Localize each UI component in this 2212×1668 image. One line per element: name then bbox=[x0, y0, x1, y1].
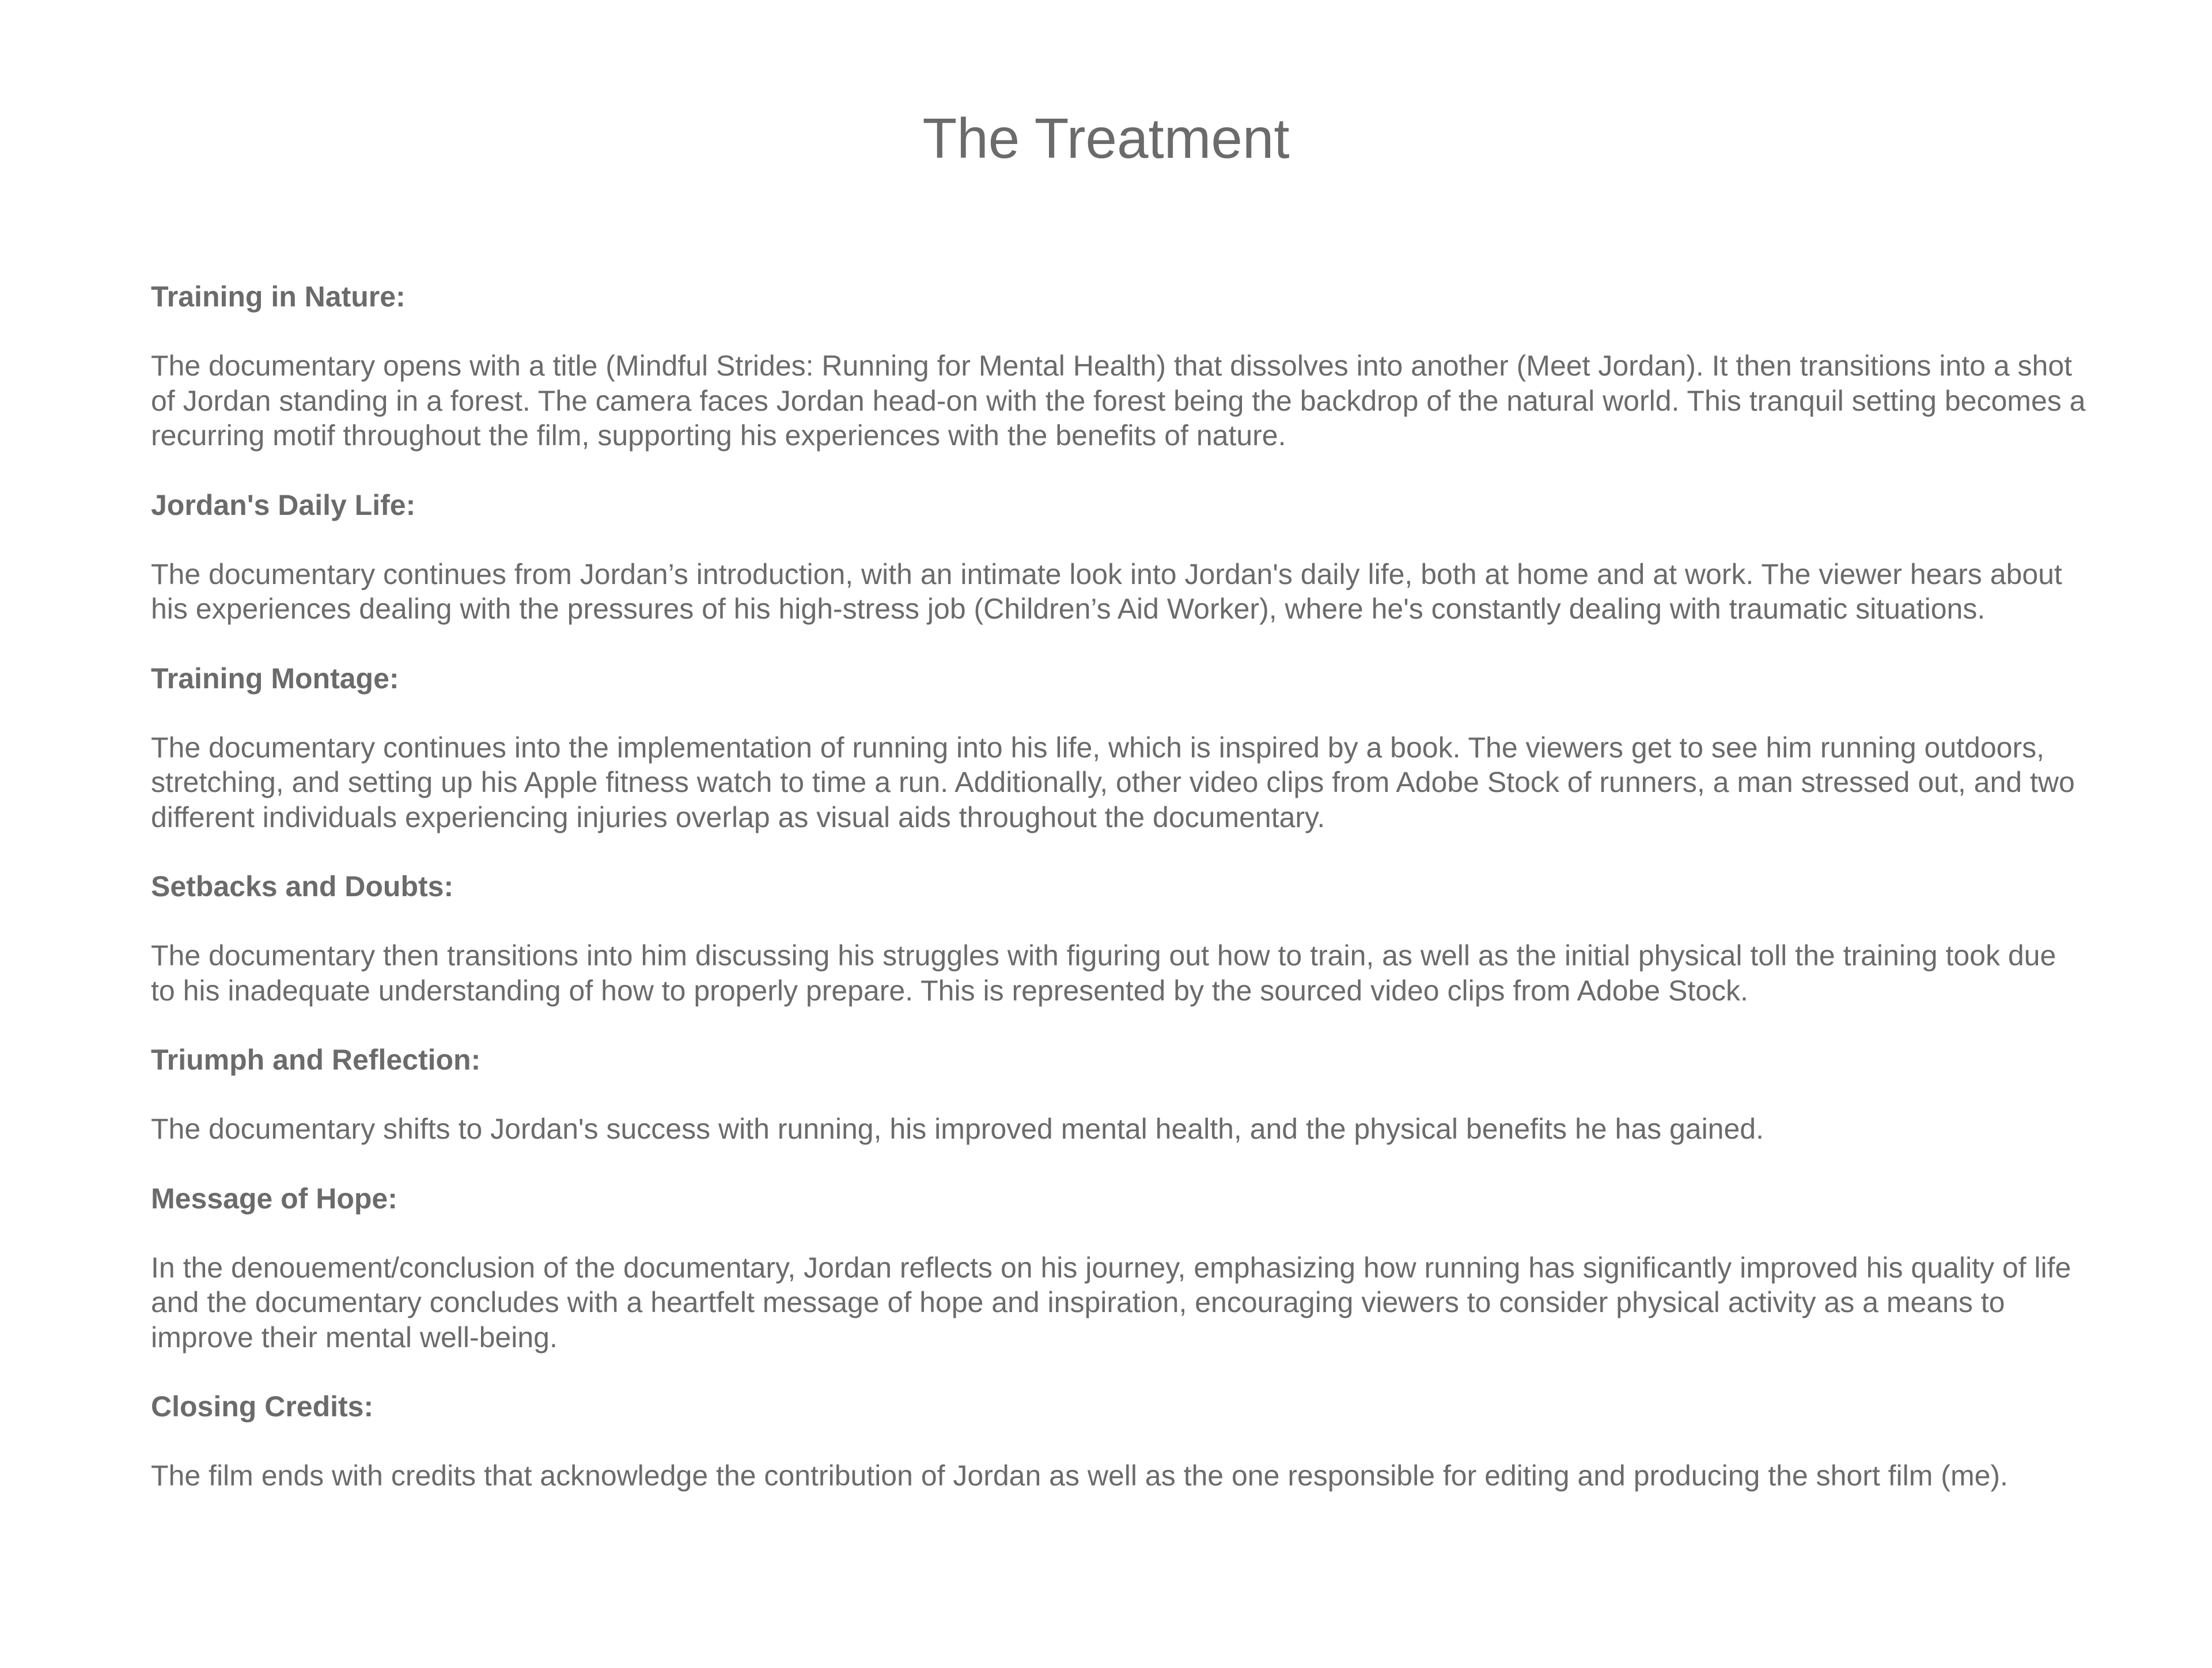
section-body: The documentary opens with a title (Mindful Strides: Running for Mental Health) that dissolves into another (Meet Jordan). It then transitions into a shot of Jordan standing in a forest. The camera faces Jordan head-on with the forest being the backdrop of the natural world. This tranquil setting becomes a recurring motif throughout the film, supporting his experiences with the benefits of nature. bbox=[151, 350, 2086, 452]
section-body: The documentary then transitions into him discussing his struggles with figuring out how to train, as well as the initial physical toll the training took due to his inadequate understanding of how to properly prepare. This is represented by the sourced video clips from Adobe Stock. bbox=[151, 939, 2056, 1007]
section-heading: Jordan's Daily Life: bbox=[151, 488, 416, 521]
section-heading: Setbacks and Doubts: bbox=[151, 870, 454, 903]
section-body: The documentary shifts to Jordan's success with running, his improved mental health, and the physical benefits he has gained. bbox=[151, 1113, 1764, 1145]
section-training-montage bbox=[151, 661, 2086, 835]
section-closing-credits bbox=[151, 1389, 2086, 1493]
section-setbacks-and-doubts bbox=[151, 869, 2086, 1008]
section-message-of-hope bbox=[151, 1181, 2086, 1355]
section-body: The documentary continues into the implementation of running into his life, which is inspired by a book. The viewers get to see him running outdoors, stretching, and setting up his Apple fitness watch to time a run. Additionally, other video clips from Adobe Stock of runners, a man stressed out, and two different individuals experiencing injuries overlap as visual aids throughout the documentary. bbox=[151, 731, 2075, 833]
section-jordans-daily-life bbox=[151, 488, 2086, 627]
section-heading: Training Montage: bbox=[151, 662, 399, 695]
section-triumph-and-reflection bbox=[151, 1042, 2086, 1147]
section-training-in-nature bbox=[151, 279, 2086, 453]
document-content bbox=[151, 279, 2086, 1528]
document-title: The Treatment bbox=[922, 107, 1290, 170]
section-heading: Closing Credits: bbox=[151, 1390, 374, 1423]
section-body: In the denouement/conclusion of the documentary, Jordan reflects on his journey, emphasizing how running has significantly improved his quality of life and the documentary concludes with a heartfelt message of hope and inspiration, encouraging viewers to consider physical activity as a means to improve their mental well-being. bbox=[151, 1251, 2071, 1354]
section-body: The film ends with credits that acknowledge the contribution of Jordan as well as the one responsible for editing and producing the short film (me). bbox=[151, 1459, 2008, 1492]
section-heading: Triumph and Reflection: bbox=[151, 1044, 481, 1076]
section-heading: Training in Nature: bbox=[151, 280, 406, 313]
section-heading: Message of Hope: bbox=[151, 1182, 397, 1215]
section-body: The documentary continues from Jordan’s introduction, with an intimate look into Jordan's daily life, both at home and at work. The viewer hears about his experiences dealing with the pressures of his high-stress job (Children’s Aid Worker), where he's constantly dealing with traumatic situations. bbox=[151, 558, 2062, 625]
